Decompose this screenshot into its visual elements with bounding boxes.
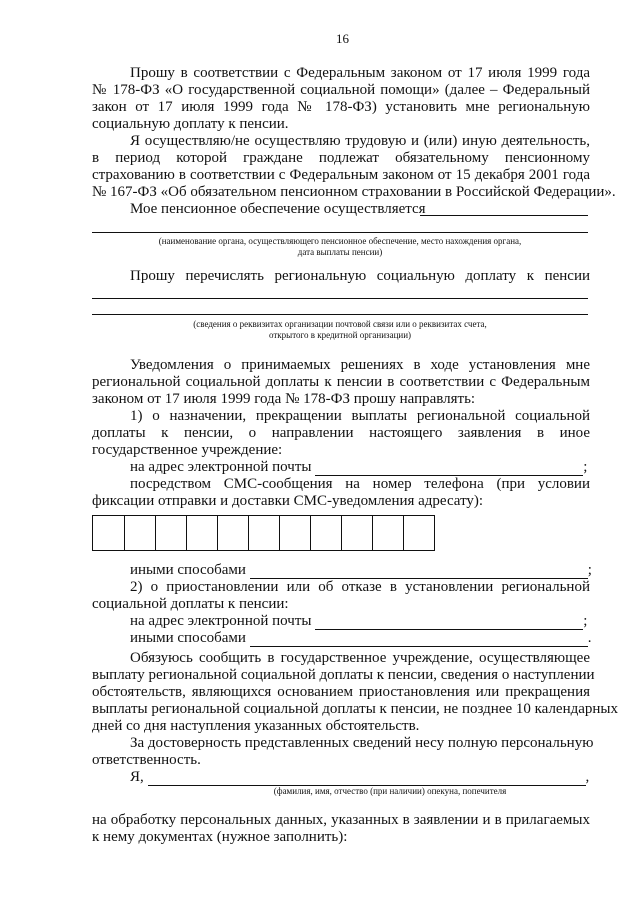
guardian-row [130, 769, 589, 786]
caption-pension-organ: (наименование органа, осуществляющего пенсионное обеспечение, место нахождения органа, [158, 236, 522, 246]
text-line: За достоверность представленных сведений несу полную персональную [130, 735, 594, 751]
pension-provision-label: Мое пенсионное обеспечение осуществляется [130, 201, 426, 217]
email-field-2[interactable] [315, 616, 583, 630]
text-line: Обязуюсь сообщить в государственное учреждение, осуществляющее [130, 650, 590, 666]
text-line: дней со дня наступления указанных обстоятельств. [92, 718, 420, 734]
email-row-2 [130, 613, 587, 630]
email-field[interactable] [315, 462, 583, 476]
phone-digit-box[interactable] [310, 516, 341, 550]
text-line: страхованию в соответствии с Федеральным законом от 15 декабря 2001 года [92, 167, 590, 183]
text-line: Я осуществляю/не осуществляю трудовую и (или) иную деятельность, [130, 133, 590, 149]
phone-digit-box[interactable] [186, 516, 217, 550]
phone-digit-box[interactable] [124, 516, 155, 550]
guardian-name-field[interactable] [148, 772, 586, 786]
text-line: выплату региональной социальной доплаты к пенсии, сведения о наступлении [92, 667, 595, 683]
text-line: 2) о приостановлении или об отказе в установлении региональной [130, 579, 590, 595]
phone-digit-box[interactable] [279, 516, 310, 550]
page-number: 16 [336, 31, 349, 46]
other-methods-label: иными способами [130, 562, 246, 578]
phone-digit-box[interactable] [155, 516, 186, 550]
other-methods-row [130, 562, 592, 579]
text-line: закон от 17 июля 1999 года № 178-ФЗ) установить мне региональную [92, 99, 590, 115]
phone-digit-box[interactable] [403, 516, 434, 550]
phone-digit-box[interactable] [217, 516, 248, 550]
text-line: на обработку персональных данных, указанных в заявлении и в прилагаемых [92, 812, 590, 828]
text-line: № 178-ФЗ «О государственной социальной помощи» (далее – Федеральный [92, 82, 590, 98]
period: . [587, 630, 592, 646]
caption-bank-details: (сведения о реквизитах организации почтовой связи или о реквизитах счета, [193, 319, 487, 329]
text-line: государственное учреждение: [92, 442, 283, 458]
text-line: к нему документах (нужное заполнить): [92, 829, 348, 845]
text-line: ответственность. [92, 752, 201, 768]
phone-digit-box[interactable] [372, 516, 403, 550]
phone-digit-box[interactable] [248, 516, 279, 550]
sms-text-line: посредством СМС-сообщения на номер телефона (при условии [130, 476, 590, 492]
phone-digit-box[interactable] [93, 516, 124, 550]
text-line: 1) о назначении, прекращении выплаты региональной социальной [130, 408, 590, 424]
caption-pension-organ-line2: дата выплаты пенсии) [297, 247, 383, 257]
comma: , [585, 769, 590, 785]
phone-digit-box[interactable] [341, 516, 372, 550]
text-line: выплаты региональной социальной доплаты к пенсии, не позднее 10 календарных [92, 701, 619, 717]
text-line: доплаты к пенсии, о направлении настоящего заявления в иное [92, 425, 590, 441]
text-line: законом от 17 июля 1999 года № 178-ФЗ прошу направлять: [92, 391, 476, 407]
caption-bank-details-line2: открытого в кредитной организации) [268, 330, 412, 340]
text-line: социальной доплаты к пенсии: [92, 596, 289, 612]
other-methods-field[interactable] [250, 565, 588, 579]
transfer-request-label: Прошу перечислять региональную социальную доплату к пенсии [130, 268, 590, 284]
pension-provision-field[interactable] [420, 215, 588, 216]
text-line: № 167-ФЗ «Об обязательном пенсионном страховании в Российской Федерации». [92, 184, 616, 200]
caption-guardian-name: (фамилия, имя, отчество (при наличии) опекуна, попечителя [273, 786, 507, 796]
pension-provision-field-line2[interactable] [92, 232, 588, 233]
text-line: обстоятельств, являющихся основанием приостановления или прекращения [92, 684, 590, 700]
text-line: Уведомления о принимаемых решениях в ходе установления мне [130, 357, 590, 373]
phone-number-field[interactable] [92, 515, 435, 551]
text-line: Прошу в соответствии с Федеральным законом от 17 июля 1999 года [130, 65, 590, 81]
email-label: на адрес электронной почты [130, 459, 312, 475]
email-row [130, 459, 587, 476]
transfer-details-field[interactable] [92, 298, 588, 299]
other-methods-field-2[interactable] [250, 633, 588, 647]
semicolon: ; [587, 562, 592, 578]
text-line: в период которой граждане подлежат обязательному пенсионному [92, 150, 590, 166]
sms-text-line: фиксации отправки и доставки СМС-уведомления адресату): [92, 493, 484, 509]
other-methods-label: иными способами [130, 630, 246, 646]
semicolon: ; [583, 613, 588, 629]
ya-label: Я, [130, 769, 144, 785]
other-methods-row-2 [130, 630, 591, 647]
transfer-details-field-line2[interactable] [92, 314, 588, 315]
semicolon: ; [583, 459, 588, 475]
text-line: социальную доплату к пенсии. [92, 116, 289, 132]
text-line: региональной социальной доплаты к пенсии в соответствии с Федеральным [92, 374, 590, 390]
email-label: на адрес электронной почты [130, 613, 312, 629]
